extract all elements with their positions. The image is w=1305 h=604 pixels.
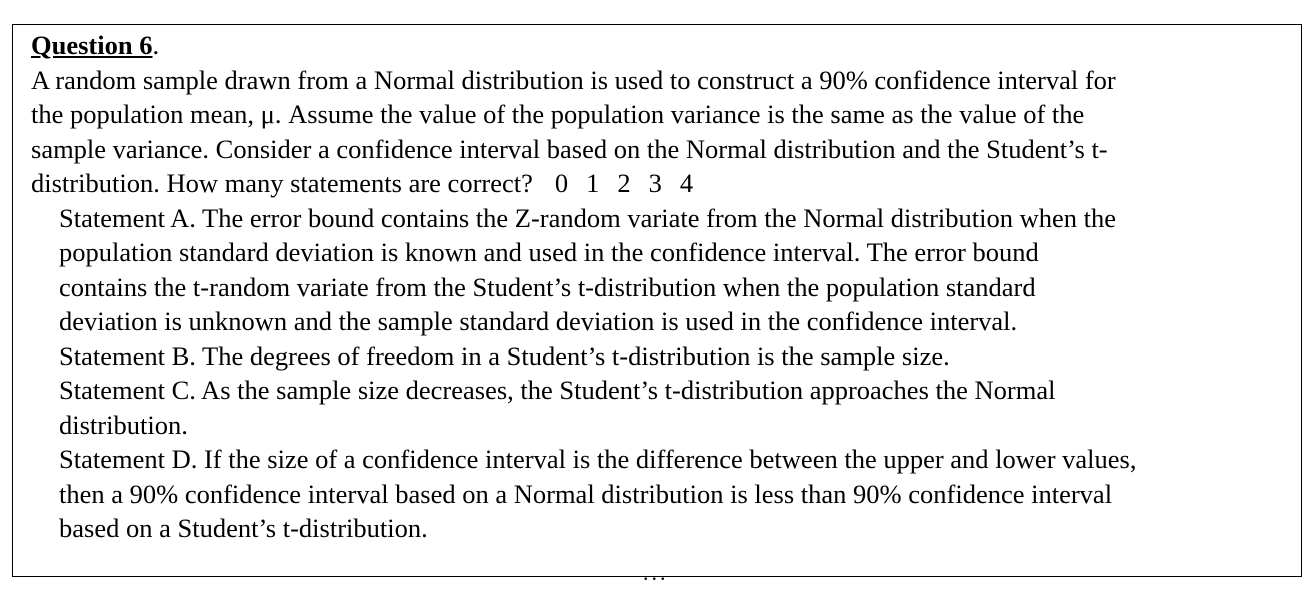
prompt-line: A random sample drawn from a Normal distribution is used to construct a 90% confidence interval for bbox=[31, 64, 1116, 95]
statement-line: Statement C. As the sample size decreases, the Student’s t-distribution approaches the Normal bbox=[59, 375, 1056, 405]
prompt-line-with-options bbox=[31, 166, 1293, 201]
statement-d bbox=[59, 442, 1293, 546]
statement-a bbox=[59, 201, 1293, 339]
question-heading: Question 6 bbox=[31, 30, 153, 60]
question-heading-line bbox=[31, 28, 1293, 63]
question-heading-suffix: . bbox=[152, 30, 160, 60]
question-content bbox=[31, 28, 1293, 546]
statement-line: population standard deviation is known and used in the confidence interval. The error bound bbox=[59, 237, 1039, 267]
statement-line: Statement A. The error bound contains the Z-random variate from the Normal distribution when the bbox=[59, 202, 1117, 233]
statement-c bbox=[59, 373, 1293, 442]
answer-option: 3 bbox=[648, 168, 662, 198]
statement-line: distribution. bbox=[59, 409, 188, 440]
statement-line: Statement B. The degrees of freedom in a Student’s t-distribution is the sample size. bbox=[59, 340, 950, 371]
statement-line: then a 90% confidence interval based on a Normal distribution is less than 90% confidence interval bbox=[59, 478, 1113, 509]
answer-option: 0 bbox=[554, 168, 569, 198]
answer-option: 4 bbox=[679, 168, 694, 198]
answer-option: 2 bbox=[617, 168, 631, 198]
prompt-line: distribution. How many statements are correct? bbox=[31, 168, 533, 198]
statement-line: contains the t-random variate from the Student’s t-distribution when the population standard bbox=[59, 271, 1036, 302]
continuation-ellipsis: ... bbox=[643, 560, 669, 585]
answer-options bbox=[555, 168, 711, 198]
answer-option: 1 bbox=[586, 168, 600, 198]
statement-line: based on a Student’s t-distribution. bbox=[59, 513, 428, 543]
prompt-line: sample variance. Consider a confidence interval based on the Normal distribution and the Student’s t- bbox=[31, 133, 1108, 164]
statement-line: Statement D. If the size of a confidence interval is the difference between the upper and lower values, bbox=[59, 444, 1137, 474]
statement-line: deviation is unknown and the sample standard deviation is used in the confidence interval. bbox=[59, 306, 1018, 336]
statement-b bbox=[59, 339, 1293, 374]
prompt-line: the population mean, μ. Assume the value of the population variance is the same as the value of the bbox=[31, 99, 1085, 129]
